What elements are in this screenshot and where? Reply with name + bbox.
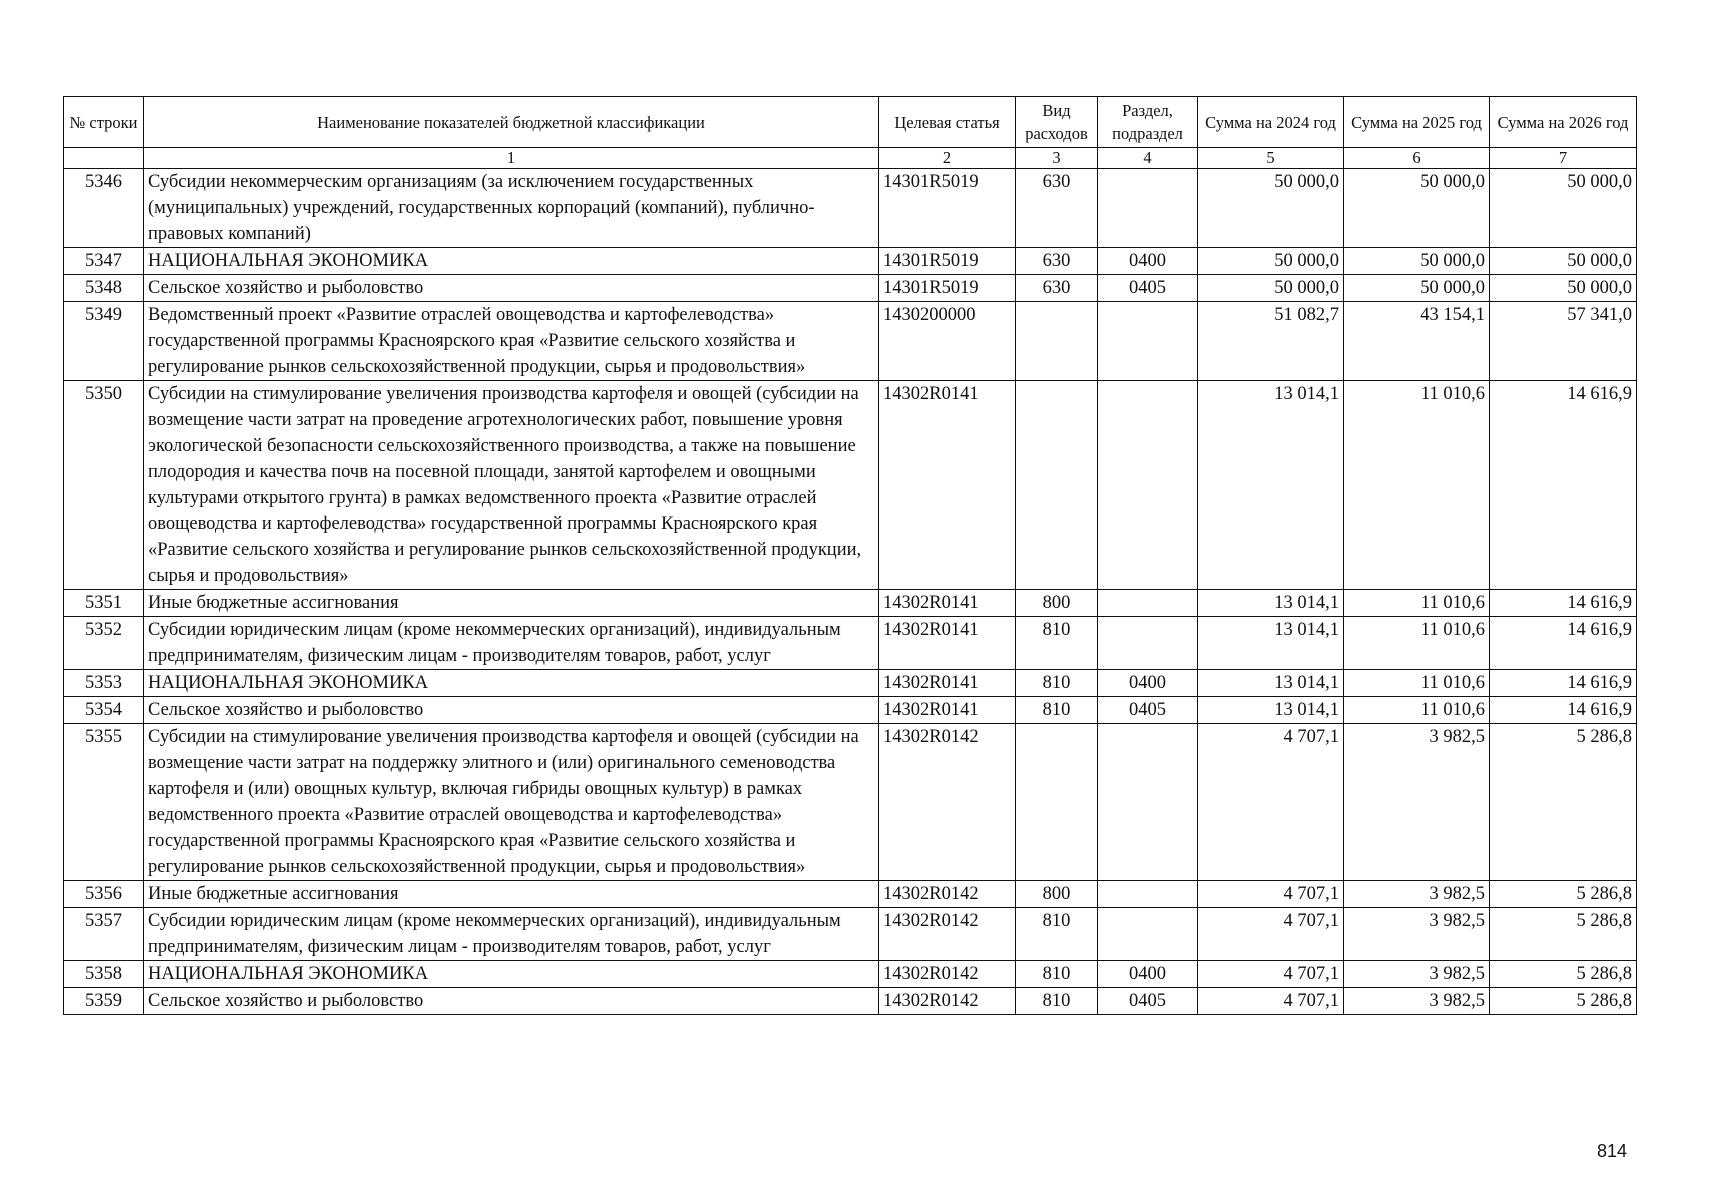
indicator-name: Субсидии на стимулирование увеличения производства картофеля и овощей (субсидии на возмещение части затрат на поддержку элитного и (или) оригинального семеноводства картофеля и (или) овощных культур, включая гибриды овощных культур) в рамках ведомственного проекта «Развитие отраслей овощеводства и картофелеводства» государственной программы Красноярского края «Развитие сельского хозяйства и регулирование рынков сельскохозяйственной продукции, сырья и продовольствия» xyxy=(144,724,879,881)
section-code xyxy=(1098,302,1198,381)
column-number-row xyxy=(64,148,1637,169)
indicator-name: Ведомственный проект «Развитие отраслей овощеводства и картофелеводства» государственной программы Красноярского края «Развитие сельского хозяйства и регулирование рынков сельскохозяйственной продукции, сырья и продовольствия» xyxy=(144,302,879,381)
sum-2026: 14 616,9 xyxy=(1490,590,1637,617)
section-code xyxy=(1098,908,1198,961)
section-code xyxy=(1098,881,1198,908)
section-code: 0405 xyxy=(1098,697,1198,724)
sum-2025: 50 000,0 xyxy=(1344,248,1490,275)
sum-2026: 14 616,9 xyxy=(1490,670,1637,697)
row-number: 5358 xyxy=(64,961,144,988)
sum-2026: 5 286,8 xyxy=(1490,881,1637,908)
sum-2024: 4 707,1 xyxy=(1198,908,1344,961)
sum-2024: 4 707,1 xyxy=(1198,988,1344,1015)
expense-type: 810 xyxy=(1016,617,1098,670)
sum-2026: 5 286,8 xyxy=(1490,724,1637,881)
sum-2025: 3 982,5 xyxy=(1344,881,1490,908)
row-number: 5350 xyxy=(64,381,144,590)
table-row xyxy=(64,302,1637,381)
expense-type: 810 xyxy=(1016,961,1098,988)
sum-2025: 3 982,5 xyxy=(1344,724,1490,881)
sum-2026: 57 341,0 xyxy=(1490,302,1637,381)
table-row xyxy=(64,248,1637,275)
target-article: 14302R0141 xyxy=(879,670,1016,697)
sum-2025: 11 010,6 xyxy=(1344,617,1490,670)
sum-2026: 50 000,0 xyxy=(1490,248,1637,275)
column-number: 6 xyxy=(1344,148,1490,169)
target-article: 14301R5019 xyxy=(879,169,1016,248)
row-number: 5346 xyxy=(64,169,144,248)
section-code: 0405 xyxy=(1098,988,1198,1015)
row-number: 5352 xyxy=(64,617,144,670)
expense-type: 810 xyxy=(1016,988,1098,1015)
target-article: 14302R0142 xyxy=(879,908,1016,961)
sum-2024: 51 082,7 xyxy=(1198,302,1344,381)
row-number: 5351 xyxy=(64,590,144,617)
row-number: 5357 xyxy=(64,908,144,961)
row-number: 5355 xyxy=(64,724,144,881)
table-row xyxy=(64,169,1637,248)
indicator-name: Субсидии некоммерческим организациям (за исключением государственных (муниципальных) учреждений, государственных корпораций (компаний), публично-правовых компаний) xyxy=(144,169,879,248)
sum-2024: 13 014,1 xyxy=(1198,590,1344,617)
table-row xyxy=(64,908,1637,961)
target-article: 14302R0141 xyxy=(879,381,1016,590)
section-code xyxy=(1098,617,1198,670)
sum-2025: 50 000,0 xyxy=(1344,169,1490,248)
section-code xyxy=(1098,724,1198,881)
sum-2025: 11 010,6 xyxy=(1344,670,1490,697)
section-code xyxy=(1098,590,1198,617)
indicator-name: Субсидии юридическим лицам (кроме некоммерческих организаций), индивидуальным предпринимателям, физическим лицам - производителям товаров, работ, услуг xyxy=(144,617,879,670)
sum-2025: 3 982,5 xyxy=(1344,961,1490,988)
target-article: 14302R0141 xyxy=(879,590,1016,617)
expense-type: 810 xyxy=(1016,697,1098,724)
header-name: Наименование показателей бюджетной классификации xyxy=(144,97,879,148)
expense-type: 810 xyxy=(1016,908,1098,961)
row-number: 5356 xyxy=(64,881,144,908)
indicator-name: Сельское хозяйство и рыболовство xyxy=(144,988,879,1015)
sum-2025: 11 010,6 xyxy=(1344,590,1490,617)
target-article: 14301R5019 xyxy=(879,248,1016,275)
sum-2024: 13 014,1 xyxy=(1198,617,1344,670)
indicator-name: Иные бюджетные ассигнования xyxy=(144,881,879,908)
sum-2024: 50 000,0 xyxy=(1198,169,1344,248)
target-article: 1430200000 xyxy=(879,302,1016,381)
column-number: 3 xyxy=(1016,148,1098,169)
section-code xyxy=(1098,169,1198,248)
row-number: 5359 xyxy=(64,988,144,1015)
sum-2025: 50 000,0 xyxy=(1344,275,1490,302)
sum-2024: 13 014,1 xyxy=(1198,670,1344,697)
column-number: 1 xyxy=(144,148,879,169)
header-sum-2024: Сумма на 2024 год xyxy=(1198,97,1344,148)
sum-2024: 50 000,0 xyxy=(1198,275,1344,302)
sum-2024: 13 014,1 xyxy=(1198,697,1344,724)
sum-2026: 5 286,8 xyxy=(1490,961,1637,988)
section-code: 0400 xyxy=(1098,961,1198,988)
header-sum-2026: Сумма на 2026 год xyxy=(1490,97,1637,148)
indicator-name: НАЦИОНАЛЬНАЯ ЭКОНОМИКА xyxy=(144,961,879,988)
header-row-no: № строки xyxy=(64,97,144,148)
sum-2024: 4 707,1 xyxy=(1198,961,1344,988)
page-number: 814 xyxy=(1597,1141,1628,1161)
table-row xyxy=(64,697,1637,724)
table-row xyxy=(64,881,1637,908)
expense-type: 630 xyxy=(1016,169,1098,248)
target-article: 14302R0141 xyxy=(879,697,1016,724)
expense-type: 630 xyxy=(1016,248,1098,275)
column-number: 4 xyxy=(1098,148,1198,169)
target-article: 14302R0142 xyxy=(879,881,1016,908)
header-section: Раздел, подраздел xyxy=(1098,97,1198,148)
sum-2025: 3 982,5 xyxy=(1344,988,1490,1015)
row-number: 5349 xyxy=(64,302,144,381)
expense-type: 630 xyxy=(1016,275,1098,302)
expense-type xyxy=(1016,302,1098,381)
budget-table xyxy=(63,96,1637,1015)
target-article: 14302R0142 xyxy=(879,724,1016,881)
sum-2026: 5 286,8 xyxy=(1490,988,1637,1015)
target-article: 14301R5019 xyxy=(879,275,1016,302)
table-row xyxy=(64,670,1637,697)
row-number: 5353 xyxy=(64,670,144,697)
column-number: 2 xyxy=(879,148,1016,169)
row-number: 5347 xyxy=(64,248,144,275)
sum-2026: 5 286,8 xyxy=(1490,908,1637,961)
expense-type xyxy=(1016,724,1098,881)
section-code: 0405 xyxy=(1098,275,1198,302)
indicator-name: Иные бюджетные ассигнования xyxy=(144,590,879,617)
sum-2024: 4 707,1 xyxy=(1198,724,1344,881)
indicator-name: Сельское хозяйство и рыболовство xyxy=(144,697,879,724)
table-row xyxy=(64,275,1637,302)
sum-2025: 3 982,5 xyxy=(1344,908,1490,961)
section-code: 0400 xyxy=(1098,670,1198,697)
indicator-name: Субсидии на стимулирование увеличения производства картофеля и овощей (субсидии на возмещение части затрат на проведение агротехнологических работ, повышение уровня экологической безопасности сельскохозяйственного производства, а также на повышение плодородия и качества почв на посевной площади, занятой картофелем и овощными культурами открытого грунта) в рамках ведомственного проекта «Развитие отраслей овощеводства и картофелеводства» государственной программы Красноярского края «Развитие сельского хозяйства и регулирование рынков сельскохозяйственной продукции, сырья и продовольствия» xyxy=(144,381,879,590)
target-article: 14302R0142 xyxy=(879,961,1016,988)
sum-2024: 13 014,1 xyxy=(1198,381,1344,590)
header-row xyxy=(64,97,1637,148)
target-article: 14302R0141 xyxy=(879,617,1016,670)
table-row xyxy=(64,961,1637,988)
sum-2026: 14 616,9 xyxy=(1490,617,1637,670)
indicator-name: НАЦИОНАЛЬНАЯ ЭКОНОМИКА xyxy=(144,248,879,275)
row-number: 5348 xyxy=(64,275,144,302)
expense-type: 810 xyxy=(1016,670,1098,697)
sum-2024: 4 707,1 xyxy=(1198,881,1344,908)
column-number: 5 xyxy=(1198,148,1344,169)
indicator-name: Субсидии юридическим лицам (кроме некоммерческих организаций), индивидуальным предпринимателям, физическим лицам - производителям товаров, работ, услуг xyxy=(144,908,879,961)
header-target: Целевая статья xyxy=(879,97,1016,148)
column-number: 7 xyxy=(1490,148,1637,169)
table-row xyxy=(64,590,1637,617)
header-sum-2025: Сумма на 2025 год xyxy=(1344,97,1490,148)
sum-2026: 50 000,0 xyxy=(1490,275,1637,302)
section-code: 0400 xyxy=(1098,248,1198,275)
expense-type: 800 xyxy=(1016,881,1098,908)
sum-2025: 11 010,6 xyxy=(1344,381,1490,590)
sum-2024: 50 000,0 xyxy=(1198,248,1344,275)
section-code xyxy=(1098,381,1198,590)
expense-type: 800 xyxy=(1016,590,1098,617)
header-expense-type: Вид расходов xyxy=(1016,97,1098,148)
table-body xyxy=(64,169,1637,1015)
table-row xyxy=(64,617,1637,670)
sum-2026: 14 616,9 xyxy=(1490,381,1637,590)
expense-type xyxy=(1016,381,1098,590)
table-row xyxy=(64,381,1637,590)
sum-2026: 14 616,9 xyxy=(1490,697,1637,724)
indicator-name: НАЦИОНАЛЬНАЯ ЭКОНОМИКА xyxy=(144,670,879,697)
column-number xyxy=(64,148,144,169)
sum-2025: 11 010,6 xyxy=(1344,697,1490,724)
table-row xyxy=(64,724,1637,881)
target-article: 14302R0142 xyxy=(879,988,1016,1015)
table-row xyxy=(64,988,1637,1015)
row-number: 5354 xyxy=(64,697,144,724)
indicator-name: Сельское хозяйство и рыболовство xyxy=(144,275,879,302)
sum-2025: 43 154,1 xyxy=(1344,302,1490,381)
sum-2026: 50 000,0 xyxy=(1490,169,1637,248)
